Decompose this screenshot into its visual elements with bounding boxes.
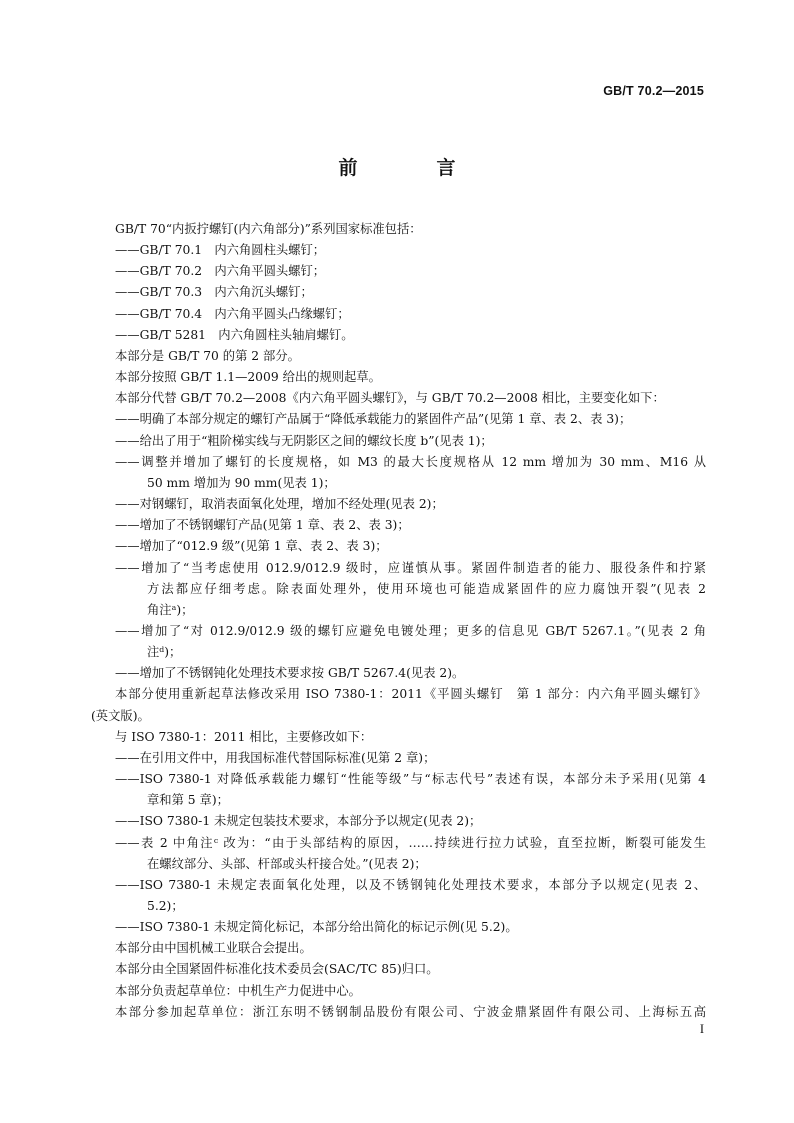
paragraph-line: GB/T 70“内扳拧螺钉(内六角部分)”系列国家标准包括：: [115, 222, 422, 236]
list-item-continuation: 注ᵈ)；: [147, 645, 182, 660]
list-item: ——GB/T 5281 内六角圆柱头轴肩螺钉。: [115, 327, 354, 342]
list-item: ——ISO 7380-1 未规定包装技术要求，本部分予以规定(见表 2)；: [115, 814, 482, 829]
list-item: ——GB/T 70.1 内六角圆柱头螺钉；: [115, 243, 326, 258]
paragraph-line: 本部分是 GB/T 70 的第 2 部分。: [115, 348, 300, 363]
paragraph-line: 本部分使用重新起草法修改采用 ISO 7380-1：2011《平圆头螺钉 第 1 部分：内六角平圆头螺钉》: [115, 687, 706, 702]
list-item-continuation: 角注ᵃ)；: [147, 602, 194, 617]
foreword-body: [91, 219, 706, 1023]
page-title: 前 言: [338, 157, 486, 179]
list-item: ——增加了“对 012.9/012.9 级的螺钉应避免电镀处理；更多的信息见 GB/T 5267.1。”(见表 2 角: [115, 623, 706, 638]
paragraph-line: 本部分按照 GB/T 1.1—2009 给出的规则起草。: [115, 370, 381, 385]
list-item-continuation: 方法都应仔细考虑。除表面处理外，使用环境也可能造成紧固件的应力腐蚀开裂”(见表 2: [147, 581, 706, 596]
list-item: ——在引用文件中，用我国标准代替国际标准(见第 2 章)；: [115, 750, 436, 765]
list-item: ——GB/T 70.4 内六角平圆头凸缘螺钉；: [115, 306, 350, 321]
standard-code: GB/T 70.2—2015: [603, 84, 704, 98]
paragraph-line: 本部分由中国机械工业联合会提出。: [115, 941, 312, 956]
paragraph-line: 本部分代替 GB/T 70.2—2008《内六角平圆头螺钉》，与 GB/T 70.2—2008 相比，主要变化如下：: [115, 391, 665, 406]
list-item-continuation: 在螺纹部分、头部、杆部或头杆接合处。”(见表 2)；: [147, 856, 427, 871]
list-item-continuation: 5.2)；: [147, 899, 184, 913]
list-item: ——GB/T 70.2 内六角平圆头螺钉；: [115, 264, 326, 279]
paragraph-line: 本部分由全国紧固件标准化技术委员会(SAC/TC 85)归口。: [115, 962, 439, 977]
list-item: ——增加了“012.9 级”(见第 1 章、表 2、表 3)；: [115, 539, 388, 554]
list-item: ——表 2 中角注ᶜ 改为：“由于头部结构的原因，……持续进行拉力试验，直至拉断，断裂可能发生: [115, 835, 706, 850]
list-item: ——对钢螺钉，取消表面氧化处理，增加不经处理(见表 2)；: [115, 497, 444, 512]
list-item-continuation: 章和第 5 章)；: [147, 793, 229, 808]
list-item: ——增加了不锈钢钝化处理技术要求按 GB/T 5267.4(见表 2)。: [115, 666, 465, 681]
list-item: ——给出了用于“粗阶梯实线与无阴影区之间的螺纹长度 b”(见表 1)；: [115, 433, 493, 448]
list-item: ——调整并增加了螺钉的长度规格，如 M3 的最大长度规格从 12 mm 增加为 30 mm、M16 从: [115, 454, 706, 469]
paragraph-line: 本部分负责起草单位：中机生产力促进中心。: [115, 983, 361, 998]
list-item: ——增加了不锈钢螺钉产品(见第 1 章、表 2、表 3)；: [115, 518, 410, 533]
list-item: ——ISO 7380-1 未规定简化标记，本部分给出简化的标记示例(见 5.2)。: [115, 920, 518, 935]
list-item: ——增加了“当考虑使用 012.9/012.9 级时，应谨慎从事。紧固件制造者的能力、服役条件和拧紧: [115, 560, 706, 575]
list-item: ——ISO 7380-1 未规定表面氧化处理，以及不锈钢钝化处理技术要求，本部分予以规定(见表 2、: [115, 877, 706, 892]
paragraph-line: 与 ISO 7380-1：2011 相比，主要修改如下：: [115, 729, 373, 744]
list-item: ——GB/T 70.3 内六角沉头螺钉；: [115, 285, 313, 300]
paragraph-continuation: (英文版)。: [91, 708, 150, 723]
page-number: I: [699, 1022, 704, 1036]
paragraph-line: 本部分参加起草单位：浙江东明不锈钢制品股份有限公司、宁波金鼎紧固件有限公司、上海标五高: [115, 1004, 706, 1019]
list-item-continuation: 50 mm 增加为 90 mm(见表 1)；: [147, 475, 336, 490]
list-item: ——ISO 7380-1 对降低承载能力螺钉“性能等级”与“标志代号”表述有误，本部分未予采用(见第 4: [115, 772, 706, 787]
list-item: ——明确了本部分规定的螺钉产品属于“降低承载能力的紧固件产品”(见第 1 章、表 2、表 3)；: [115, 412, 632, 427]
